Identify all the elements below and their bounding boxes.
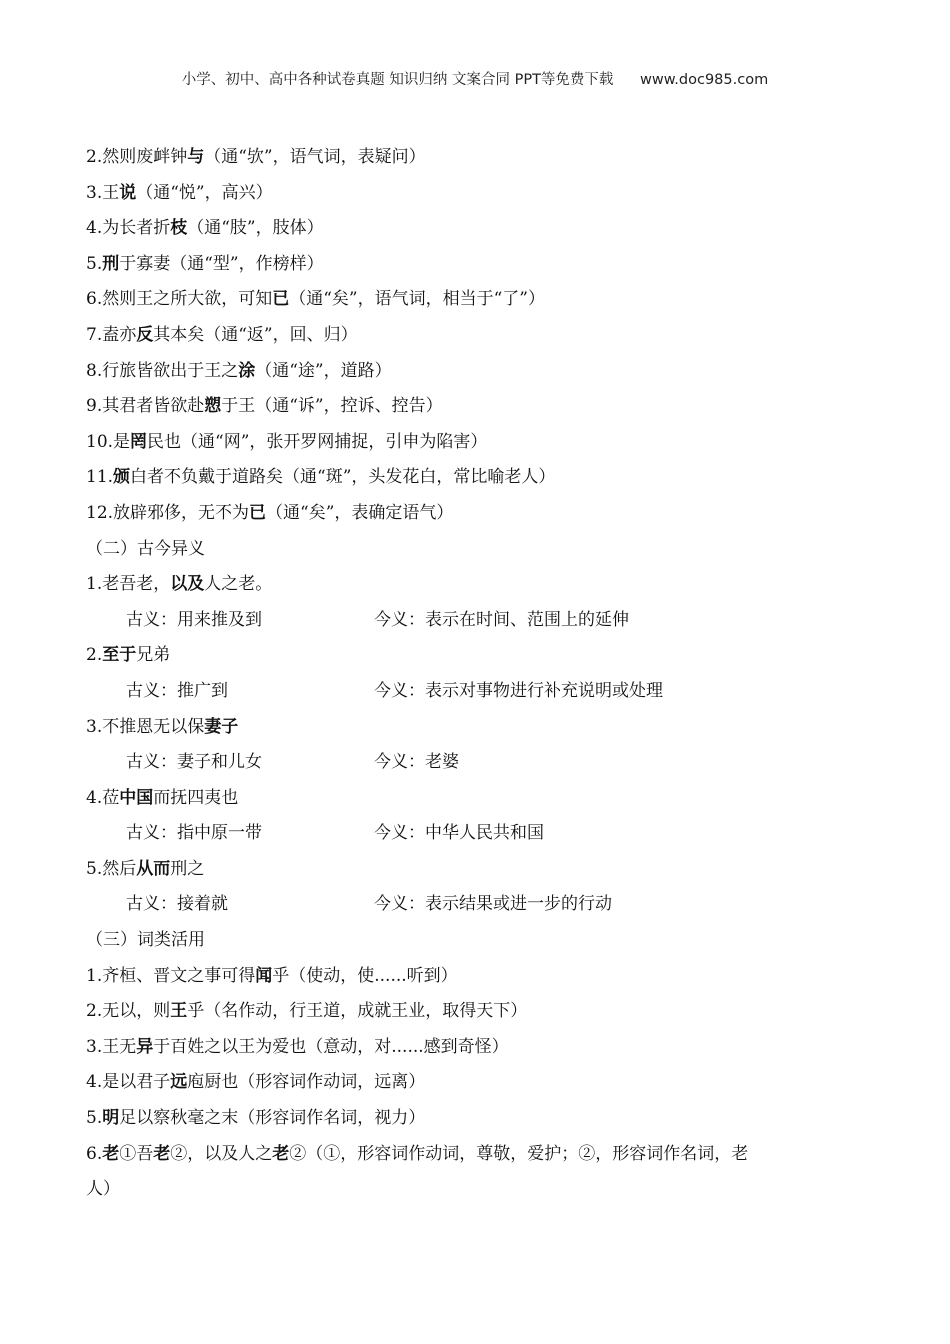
header-text: 小学、初中、高中各种试卷真题 知识归纳 文案合同 PPT等免费下载	[181, 72, 614, 88]
key-word: 老	[153, 1143, 171, 1164]
key-word: 至于	[102, 645, 137, 666]
key-word: 罔	[130, 431, 148, 452]
list-item: 5.明足以察秋毫之末（形容词作名词，视力）	[86, 1108, 426, 1129]
key-word: 异	[136, 1036, 154, 1057]
modern-meaning: 今义：表示在时间、范围上的延伸	[374, 609, 629, 630]
key-word: 与	[187, 147, 205, 167]
list-item: 4.为长者折枝（通“肢”，肢体）	[86, 218, 324, 239]
list-item: 7.盍亦反其本矣（通“返”，回、归）	[86, 324, 358, 345]
list-item: 3.不推恩无以保妻子	[86, 716, 239, 737]
key-word: 从而	[136, 858, 171, 879]
list-item-continuation: 人）	[86, 1179, 120, 1200]
meaning-row	[86, 887, 886, 923]
modern-meaning: 今义：中华人民共和国	[374, 823, 544, 844]
meaning-row	[86, 674, 886, 710]
page-header	[0, 68, 950, 89]
key-word: 反	[136, 324, 154, 345]
meaning-row	[86, 816, 886, 852]
key-word: 已	[249, 502, 267, 523]
document-body	[86, 140, 886, 1208]
list-item: 1.老吾老，以及人之老。	[86, 574, 273, 595]
key-word: 明	[102, 1108, 120, 1129]
ancient-meaning: 古义：用来推及到	[126, 609, 262, 630]
meaning-row	[86, 745, 886, 781]
list-item: 6.然则王之所大欲，可知已（通“矣”，语气词，相当于“了”）	[86, 289, 545, 310]
list-item: 2.至于兄弟	[86, 645, 171, 666]
list-item: 3.王说（通“悦”，高兴）	[86, 182, 273, 203]
meaning-row	[86, 603, 886, 639]
key-word: 妻子	[204, 716, 239, 737]
list-item: 8.行旅皆欲出于王之涂（通“途”，道路）	[86, 360, 392, 381]
list-item: 3.王无异于百姓之以王为爱也（意动，对......感到奇怪）	[86, 1036, 509, 1057]
list-item: 12.放辟邪侈，无不为已（通“矣”，表确定语气）	[86, 502, 454, 523]
key-word: 涂	[238, 360, 256, 381]
key-word: 颁	[113, 467, 131, 488]
list-item: 4.是以君子远庖厨也（形容词作动词，远离）	[86, 1072, 426, 1093]
modern-meaning: 今义：表示对事物进行补充说明或处理	[374, 680, 663, 701]
key-word: 远	[170, 1072, 188, 1093]
section-title: （三）词类活用	[86, 930, 205, 951]
ancient-meaning: 古义：推广到	[126, 680, 228, 701]
section-title: （二）古今异义	[86, 538, 205, 559]
list-item: 9.其君者皆欲赴愬于王（通“诉”，控诉、控告）	[86, 396, 443, 417]
list-item: 1.齐桓、晋文之事可得闻乎（使动，使......听到）	[86, 965, 458, 986]
header-site: www.doc985.com	[640, 72, 769, 88]
key-word: 中国	[119, 787, 154, 808]
list-item: 5.然后从而刑之	[86, 858, 205, 879]
ancient-meaning: 古义：指中原一带	[126, 823, 262, 844]
key-word: 愬	[204, 396, 222, 417]
ancient-meaning: 古义：接着就	[126, 894, 228, 915]
key-word: 枝	[170, 218, 188, 239]
key-word: 王	[170, 1001, 188, 1022]
list-item: 5.刑于寡妻（通“型”，作榜样）	[86, 253, 324, 274]
key-word: 已	[272, 289, 290, 310]
key-word: 说	[119, 182, 137, 203]
key-word: 以及	[170, 574, 205, 595]
ancient-meaning: 古义：妻子和儿女	[126, 752, 262, 773]
list-item: 10.是罔民也（通“网”，张开罗网捕捉，引申为陷害）	[86, 431, 488, 452]
key-word: 老	[272, 1143, 290, 1164]
key-word: 刑	[102, 253, 120, 274]
modern-meaning: 今义：表示结果或进一步的行动	[374, 894, 612, 915]
list-item: 6.老①吾老②，以及人之老②（①，形容词作动词，尊敬，爱护；②，形容词作名词，老	[86, 1143, 749, 1164]
list-item: 4.莅中国而抚四夷也	[86, 787, 239, 808]
key-word: 老	[102, 1143, 120, 1164]
modern-meaning: 今义：老婆	[374, 752, 459, 773]
list-item: 11.颁白者不负戴于道路矣（通“斑”，头发花白，常比喻老人）	[86, 467, 556, 488]
list-item: 2.无以，则王乎（名作动，行王道，成就王业，取得天下）	[86, 1001, 528, 1022]
list-item: 2.然则废衅钟与（通“欤”，语气词，表疑问）	[86, 147, 426, 167]
key-word: 闻	[255, 965, 273, 986]
